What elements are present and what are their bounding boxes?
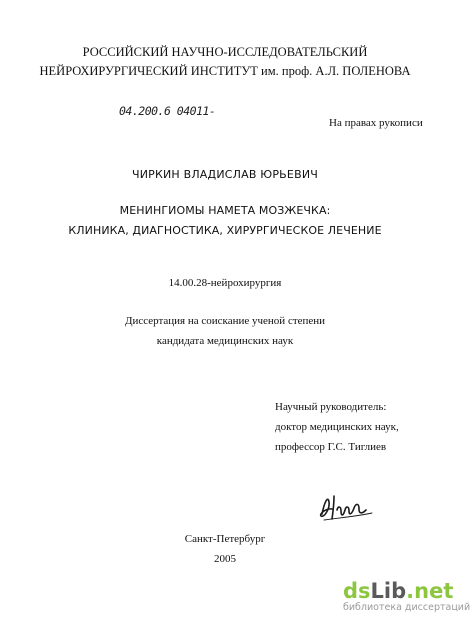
author-name: ЧИРКИН ВЛАДИСЛАВ ЮРЬЕВИЧ [131,168,318,181]
degree-line-2: кандидата медицинских наук [156,335,294,347]
institution-name [0,43,450,81]
title-line-1: МЕНИНГИОМЫ НАМЕТА МОЗЖЕЧКА: [119,204,331,217]
specialty-code: 14.00.28-нейрохирургия [168,277,282,289]
supervisor-name: профессор Г.С. Тиглиев [275,441,387,453]
degree-line-1: Диссертация на соискание ученой степени [124,315,326,327]
place-and-year [0,529,450,569]
logo-ds: ds [343,579,371,603]
city: Санкт-Петербург [184,533,266,545]
title-line-2: КЛИНИКА, ДИАГНОСТИКА, ХИРУРГИЧЕСКОЕ ЛЕЧЕНИЕ [68,224,382,237]
supervisor-block [275,397,399,457]
supervisor-degree: доктор медицинских наук, [275,421,399,433]
rights-note: На правах рукописи [329,117,423,129]
institution-line-1: РОССИЙСКИЙ НАУЧНО-ИССЛЕДОВАТЕЛЬСКИЙ [82,45,368,59]
logo-lib: Lib [370,579,407,603]
handwritten-registration-number: 04.200.6 04011- [119,104,216,118]
handwritten-signature [316,492,384,526]
watermark-subtitle: библиотека диссертаций [343,602,470,613]
institution-line-2: НЕЙРОХИРУРГИЧЕСКИЙ ИНСТИТУТ им. проф. А.Л. ПОЛЕНОВА [39,64,411,78]
degree-statement [0,311,450,351]
logo-net: .net [406,579,454,603]
supervisor-label: Научный руководитель: [275,401,387,413]
dslib-logo [343,579,454,603]
dslib-watermark [343,579,470,614]
year: 2005 [214,553,236,565]
dissertation-title [0,201,450,241]
